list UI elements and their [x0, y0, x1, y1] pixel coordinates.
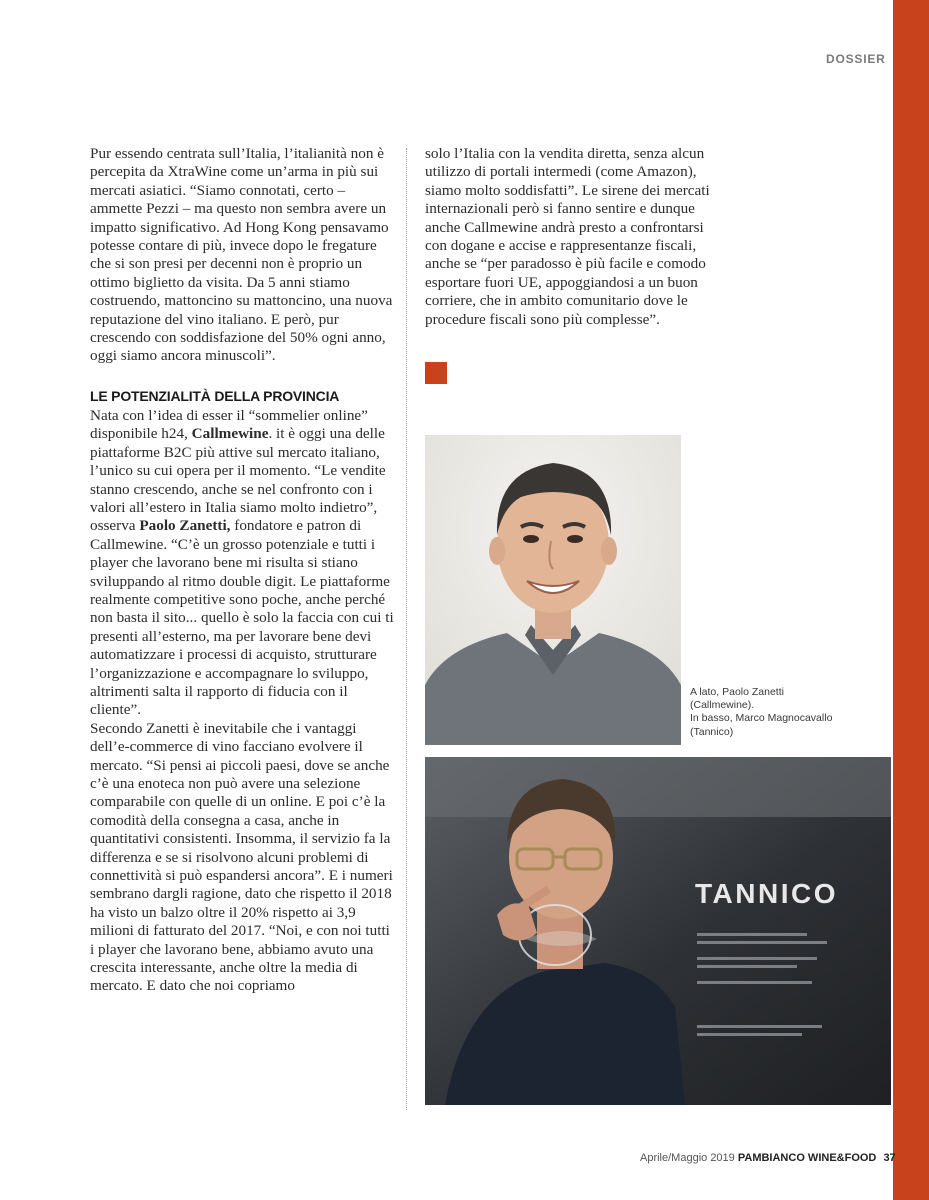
tannico-sign: TANNICO [695, 878, 838, 909]
article-column-right [425, 145, 723, 329]
paragraph: Secondo Zanetti è inevitabile che i vantaggi dell’e-commerce di vino facciano evolvere il mercato. “Si pensi ai piccoli paesi, dove se anche c’è una enoteca non può avere una selezione comparabile con quelle di un online. E poi c’è la comodità della consegna a casa, anche in quantitativi consistenti. Insomma, il servizio fa la differenza e se si risolvono alcuni problemi di connettività si può espandersi ancora”. E i numeri sembrano dargli ragione, dato che rispetto il 2018 ha visto un balzo oltre il 20% rispetto ai 3,9 milioni di fatturato del 2017. “Noi, e con noi tutti i player che lavorano bene, abbiamo avuto una crescita interessante, anche oltre la media di mercato. E dato che noi copriamo [90, 719, 393, 995]
photo-caption: A lato, Paolo Zanetti (Callmewine). In basso, Marco Magnocavallo (Tannico) [690, 686, 833, 738]
bold-person-name: Paolo Zanetti, [139, 517, 231, 535]
paragraph: Nata con l’idea di esser il “sommelier online” disponibile h24, Callmewine. it è oggi una delle piattaforme B2C più attive sul mercato italiano, l’unico su cui opera per il momento. “Le vendite stanno crescendo, anche se nel confronto con i valori all’estero in Italia siamo molto indietro”, osserva Paolo Zanetti, fondatore e patron di Callmewine. “C’è un grosso potenziale e tutti i player che lavorano bene mi risulta si stiano sviluppando al ritmo double digit. Le piattaforme realmente competitive sono poche, anche perché non basta il sito... quello è solo la faccia con cui ti presenti all’esterno, ma per lavorare bene devi automatizzare i processi di acquisto, strutturare l’organizzazione e accompagnare lo sviluppo, altrimenti salta il rapporto di fiducia con il cliente”. [90, 406, 394, 719]
paragraph: Pur essendo centrata sull’Italia, l’italianità non è percepita da XtraWine come un’arma in più sui mercati asiatici. “Siamo connotati, certo – ammette Pezzi – ma questo non sembra avere un impatto significativo. Ad Hong Kong pensavamo potesse contare di più, invece dopo le fregature che si son presi per decenni non è proprio un ottimo biglietto da visita. Da 5 anni stiamo costruendo, mattoncino su mattoncino, una nuova reputazione del vino italiano. E però, pur crescendo con soddisfazione del 50% ogni anno, oggi siamo ancora minuscoli”. [90, 145, 393, 365]
publication-name: PAMBIANCO WINE&FOOD [737, 1152, 877, 1164]
accent-side-bar [893, 0, 929, 1200]
section-label: DOSSIER [826, 52, 886, 66]
column-divider [406, 148, 407, 1110]
end-of-article-mark [425, 362, 447, 384]
photo-marco-magnocavallo-tannico [425, 757, 891, 1105]
page-footer [640, 1152, 896, 1164]
article-column-left [90, 145, 395, 996]
subheading: LE POTENZIALITÀ DELLA PROVINCIA [90, 387, 340, 404]
portrait-photo-paolo-zanetti [425, 435, 681, 745]
issue-date: Aprile/Maggio 2019 [640, 1152, 735, 1164]
paragraph: solo l’Italia con la vendita diretta, senza alcun utilizzo di portali intermedi (come Amazon), siamo molto soddisfatti”. Le sirene dei mercati internazionali però si fanno sentire e dunque anche Callmewine andrà presto a confrontarsi con dogane e accise e rappresentanze fiscali, anche se “per paradosso è più facile e comodo esportare fuori UE, appoggiandosi a un buon corriere, che in ambito comunitario dove le procedure fiscali sono più complesse”. [425, 145, 710, 328]
bold-company-name: Callmewine [191, 425, 269, 443]
page-number: 37 [883, 1152, 896, 1164]
